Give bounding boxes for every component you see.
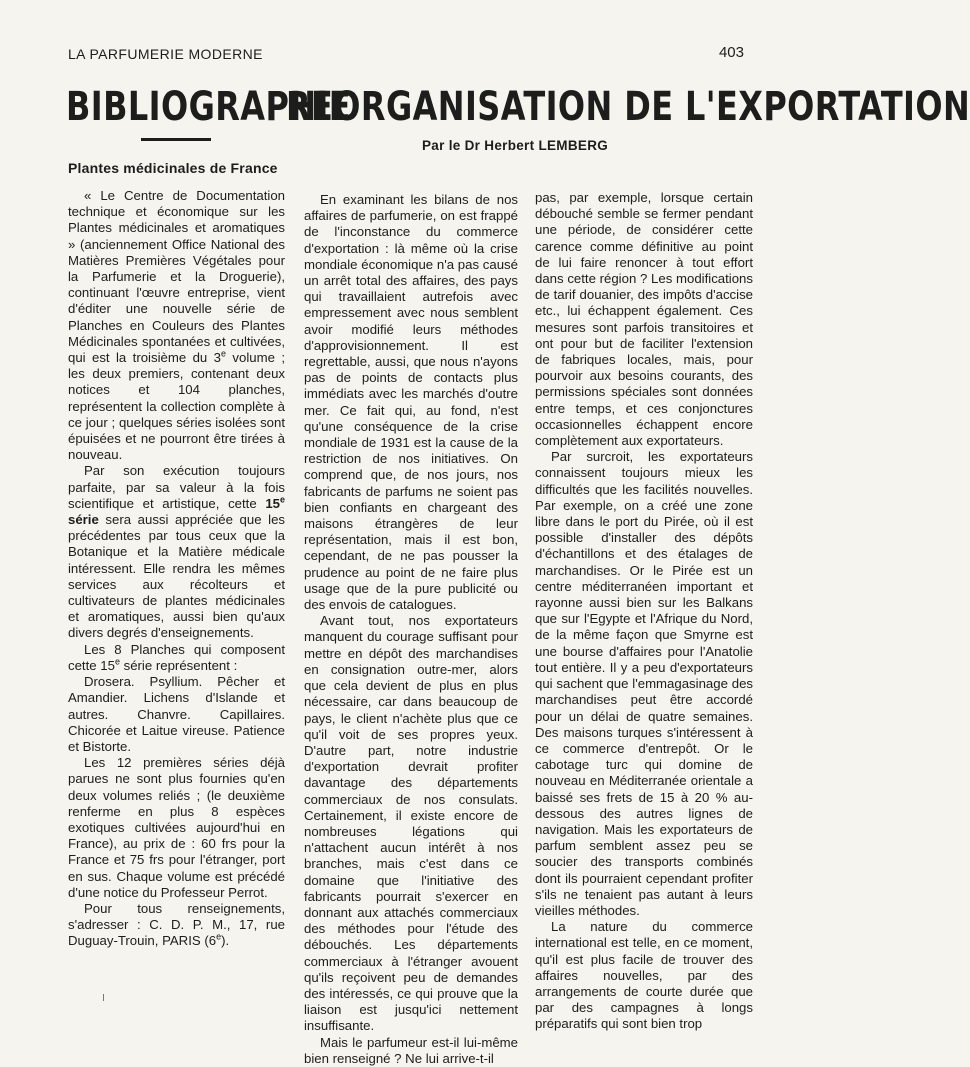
paragraph: Mais le parfumeur est-il lui-même bien renseigné ? Ne lui arrive-t-il — [304, 1034, 518, 1066]
paragraph: Drosera. Psyllium. Pêcher et Amandier. Lichens d'Islande et autres. Chanvre. Capillaires. Chicorée et Laitue vireuse. Patience et Bistorte. — [68, 674, 285, 754]
running-head: LA PARFUMERIE MODERNE — [68, 46, 263, 62]
page-number: 403 — [718, 44, 744, 61]
paragraph: Avant tout, nos exportateurs manquent du courage suffisant pour mettre en dépôt des marchandises en consignation outre-mer, alors que cela devient de plus en plus nécessaire, car dans beaucoup de pays, le client n'achète plus que ce qu'il voit de ses propres yeux. D'autre part, notre industrie d'exportation devrait profiter davantage des départements commerciaux de nos consulats. Certainement, il existe encore de nombreuses légations qui n'attachent aucun intérêt à nos branches, mais c'est dans ce domaine que l'initiative des fabricants pourrait s'exercer en donnant aux attachés commerciaux des méthodes pour l'étude des débouchés. Les départements commerciaux à l'étranger avouent qu'ils reçoivent peu de demandes des intéressés, ce qui prouve que la liaison est jusqu'ici nettement insuffisante. — [304, 613, 518, 1034]
paragraph: Par surcroit, les exportateurs connaissent toujours mieux les difficultés que les facilités nouvelles. Par exemple, on a créé une zone libre dans le port du Pirée, où il est possible d'installer des dépôts d'échantillons et des étalages de marchandises. Or le Pirée est un centre méditerranéen important et rayonne aussi bien sur les Balkans que sur l'Egypte et l'Afrique du Nord, de la même façon que Smyrne est une bourse d'affaires pour l'Anatolie tout entière. Il y a peu d'exportateurs qui sachent que l'emmagasinage des marchandises peut être accordé pour un délai de quatre semaines. Des maisons turques s'intéressent à ce commerce d'entrepôt. Or le cabotage turc qui domine de nouveau en Méditerranée orientale a baissé ses frets de 15 à 20 % au-dessous des autres lignes de navigation. Mais les exportateurs de parfum semblent assez peu se soucier des transports combinés dont ils pourraient cependant profiter s'ils ne tenaient pas autant à leurs vieilles méthodes. — [535, 449, 753, 918]
column-bibliographie — [68, 188, 285, 950]
paragraph: Les 12 premières séries déjà parues ne sont plus fournies qu'en deux volumes reliés ; (le deuxième renferme en plus 8 espèces exotiques cultivées aujourd'hui en France), au prix de : 60 frs pour la France et 75 frs pour l'étranger, port en sus. Chaque volume est précédé d'une notice du Professeur Perrot. — [68, 755, 285, 900]
paragraph: La nature du commerce international est telle, en ce moment, qu'il est plus facile de trouver des affaires nouvelles, par des arrangements de courte durée que par des campagnes à longs préparatifs qui sont bien trop — [535, 919, 753, 1032]
paragraph: Les 8 Planches qui composent cette 15e série représentent : — [68, 641, 285, 673]
section-subheading: Plantes médicinales de France — [68, 160, 278, 176]
paragraph: Par son exécution toujours parfaite, par sa valeur à la fois scientifique et artistique, cette 15e série sera aussi appréciée que les précédentes par tous ceux que la Botanique et la Matière médicale intéressent. Elle rendra les mêmes services aux récolteurs et cultivateurs de plantes médicinales et aromatiques, aussi bien qu'aux divers degrés d'enseignements. — [68, 463, 285, 641]
paragraph: En examinant les bilans de nos affaires de parfumerie, on est frappé de l'inconstance du commerce d'exportation : là même où la crise mondiale économique n'a pas causé un arrêt total des affaires, des pays qui travaillaient autrefois avec empressement avec nous semblent avoir modifié leurs méthodes d'approvisionnement. Il est regrettable, aussi, que nous n'ayons pas de points de contacts plus immédiats avec les marchés d'outre mer. Ce fait qui, au fond, n'est qu'une conséquence de la crise mondiale de 1931 est la cause de la restriction de nos initiatives. On comprend que, de nos jours, nos fabricants de parfums ne soient pas bien confiants en chargeant des maisons étrangères de leur représentation, mais il est bon, cependant, de ne pas pousser la prudence au point de ne faire plus usage que de la pure publicité ou des envois de catalogues. — [304, 192, 518, 613]
paragraph: pas, par exemple, lorsque certain débouché semble se fermer pendant une période, de considérer cette carence comme définitive au point de lui faire renoncer à tout effort dans cette région ? Les modifications de tarif douanier, des impôts d'accise etc., lui échappent également. Ces mesures sont parfois transitoires et ont pour but de faciliter l'extension de fabriques locales, mais, pour pourvoir aux besoins courants, des permissions spéciales sont données entre temps, et ces conjonctures occasionnelles échappent encore complètement aux exportateurs. — [535, 190, 753, 449]
title-underline-rule — [141, 138, 211, 141]
bibliographie-title: BIBLIOGRAPHIE — [66, 84, 352, 130]
paragraph: Pour tous renseignements, s'adresser : C. D. P. M., 17, rue Duguay-Trouin, PARIS (6e). — [68, 900, 285, 949]
paragraph: « Le Centre de Documentation technique et économique sur les Plantes médicinales et aromatiques » (anciennement Office National des Matières Premières Végétales pour la Parfumerie et la Droguerie), continuant l'œuvre entreprise, vient d'éditer une nouvelle série de Planches en Couleurs des Plantes Médicinales spontanées et cultivées, qui est la troisième du 3e volume ; les deux premiers, contenant deux notices et 104 planches, représentent la collection complète à ce jour ; quelques séries isolées sont épuisées et ne pourront être tirées à nouveau. — [68, 188, 285, 463]
column-export-1 — [304, 192, 518, 1067]
print-mark — [103, 994, 104, 1001]
article-byline: Par le Dr Herbert LEMBERG — [422, 138, 609, 153]
column-export-2 — [535, 190, 753, 1033]
export-article-title: REORGANISATION DE L'EXPORTATION — [286, 84, 970, 130]
